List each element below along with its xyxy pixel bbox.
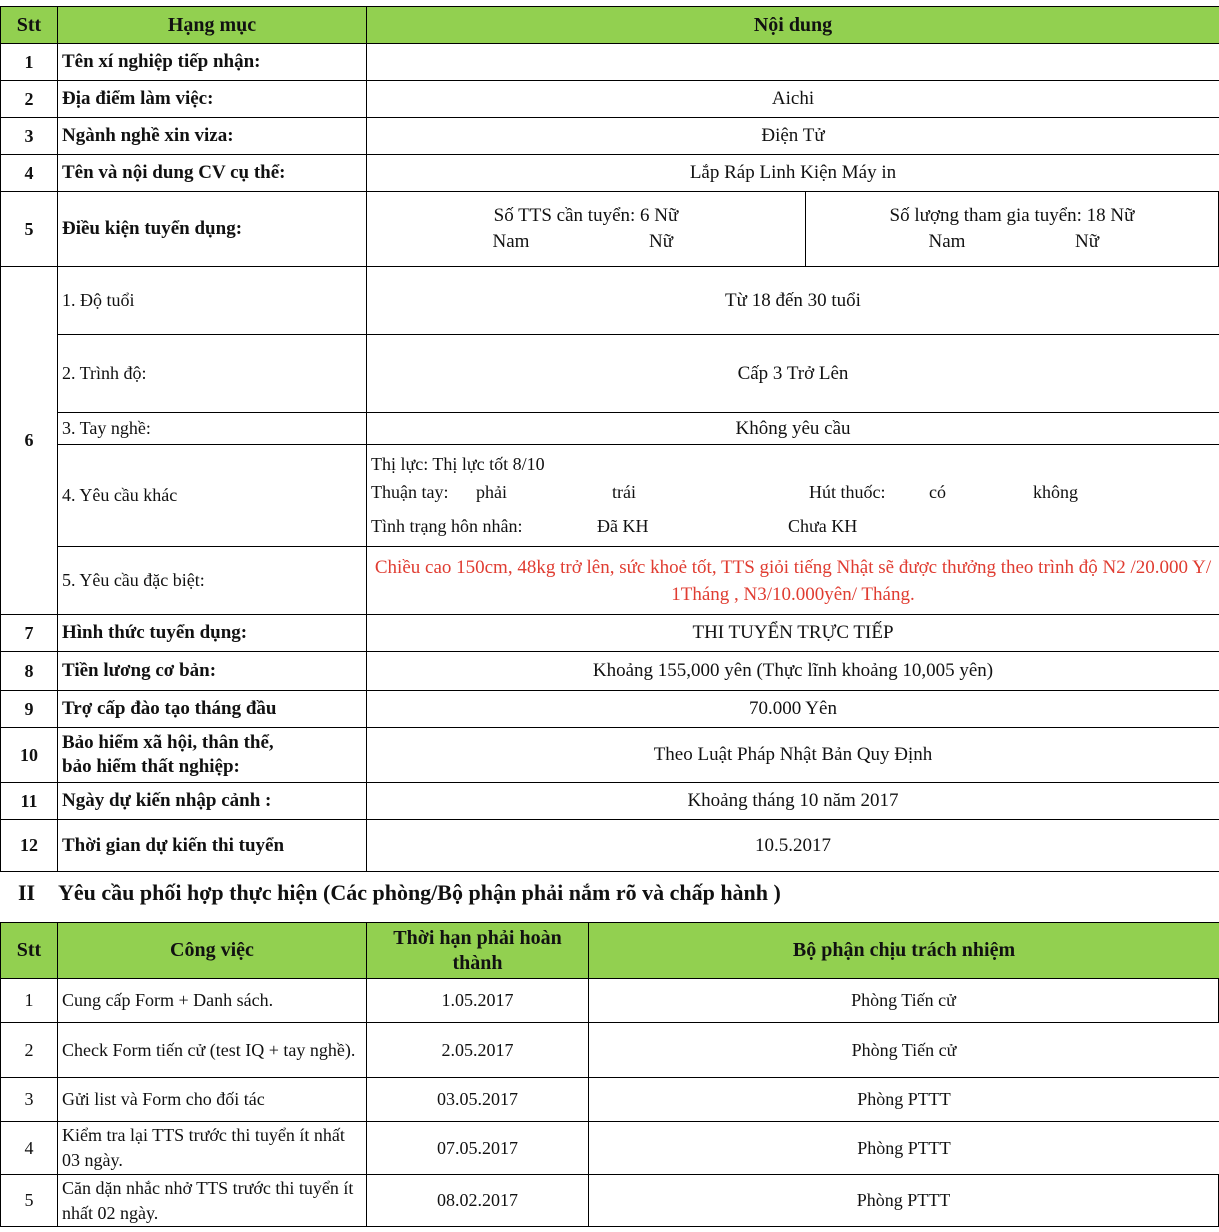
table-row-skill xyxy=(1,413,1219,445)
row-stt: 2 xyxy=(1,1023,58,1078)
age-value: Từ 18 đến 30 tuổi xyxy=(367,267,1219,335)
row-value: 10.5.2017 xyxy=(367,820,1219,872)
row-value: Điện Tử xyxy=(367,118,1219,155)
task-table xyxy=(0,922,1219,1227)
header-content: Nội dung xyxy=(367,7,1219,44)
marital-married: Đã KH xyxy=(597,515,649,536)
row-value: Aichi xyxy=(367,81,1219,118)
row-value: Theo Luật Pháp Nhật Bản Quy Định xyxy=(367,728,1219,783)
insurance-line2: bảo hiểm thất nghiệp: xyxy=(62,756,240,777)
smoking-no: không xyxy=(1033,481,1078,502)
row-item: Điều kiện tuyển dụng: xyxy=(58,192,367,267)
header-deadline: Thời hạn phải hoàn thành xyxy=(367,923,589,979)
table-row xyxy=(1,1175,1219,1227)
row-stt: 8 xyxy=(1,652,58,691)
row-deadline: 2.05.2017 xyxy=(367,1023,589,1078)
table-row-conditions xyxy=(1,192,1219,267)
row-item: Tên và nội dung CV cụ thể: xyxy=(58,155,367,192)
row-deadline: 07.05.2017 xyxy=(367,1122,589,1175)
table-row xyxy=(1,1122,1219,1175)
section-number: II xyxy=(18,880,36,905)
row-task: Kiểm tra lại TTS trước thi tuyển ít nhất 03 ngày. xyxy=(58,1122,367,1175)
handedness-right: phải xyxy=(476,481,507,502)
row-stt: 3 xyxy=(1,1078,58,1122)
recruitment-info-table xyxy=(0,6,1219,872)
row-item: Địa điểm làm việc: xyxy=(58,81,367,118)
row-value: Lắp Ráp Linh Kiện Máy in xyxy=(367,155,1219,192)
handedness-label: Thuận tay: xyxy=(371,481,449,502)
vision-requirement: Thị lực: Thị lực tốt 8/10 xyxy=(371,453,545,474)
row-item: Ngày dự kiến nhập cảnh : xyxy=(58,783,367,820)
row-task: Check Form tiến cử (test IQ + tay nghề). xyxy=(58,1023,367,1078)
row-item: Tên xí nghiệp tiếp nhận: xyxy=(58,44,367,81)
row-value: THI TUYỂN TRỰC TIẾP xyxy=(367,615,1219,652)
table-row xyxy=(1,1023,1219,1078)
marital-single: Chưa KH xyxy=(788,515,858,536)
age-label: 1. Độ tuổi xyxy=(58,267,367,335)
row-stt: 5 xyxy=(1,1175,58,1227)
section-heading: Yêu cầu phối hợp thực hiện (Các phòng/Bộ phận phải nắm rõ và chấp hành ) xyxy=(58,880,781,905)
section-title xyxy=(18,880,781,906)
table-row xyxy=(1,820,1219,872)
row-stt: 2 xyxy=(1,81,58,118)
skill-value: Không yêu cầu xyxy=(367,413,1219,445)
row-owner: Phòng PTTT xyxy=(589,1122,1219,1175)
row-item: Ngành nghề xin viza: xyxy=(58,118,367,155)
row-deadline: 1.05.2017 xyxy=(367,979,589,1023)
education-value: Cấp 3 Trở Lên xyxy=(367,335,1219,413)
table-row-special xyxy=(1,547,1219,615)
row-stt: 11 xyxy=(1,783,58,820)
row-item: Hình thức tuyển dụng: xyxy=(58,615,367,652)
row-stt: 7 xyxy=(1,615,58,652)
header-stt: Stt xyxy=(1,7,58,44)
participants-cell xyxy=(806,192,1219,267)
table-row xyxy=(1,615,1219,652)
row-stt: 3 xyxy=(1,118,58,155)
table-row xyxy=(1,691,1219,728)
row-item: Tiền lương cơ bản: xyxy=(58,652,367,691)
smoking-yes: có xyxy=(929,481,946,502)
skill-label: 3. Tay nghề: xyxy=(58,413,367,445)
header-owner: Bộ phận chịu trách nhiệm xyxy=(589,923,1219,979)
table-row xyxy=(1,979,1219,1023)
row-value xyxy=(367,44,1219,81)
other-label: 4. Yêu cầu khác xyxy=(58,445,367,547)
row-stt: 4 xyxy=(1,1122,58,1175)
row-owner: Phòng PTTT xyxy=(589,1078,1219,1122)
gender-female-label: Nữ xyxy=(1074,231,1100,252)
row-task: Cung cấp Form + Danh sách. xyxy=(58,979,367,1023)
row-stt: 12 xyxy=(1,820,58,872)
row-task: Căn dặn nhắc nhở TTS trước thi tuyển ít nhất 02 ngày. xyxy=(58,1175,367,1227)
row-stt: 9 xyxy=(1,691,58,728)
gender-male-label: Nam xyxy=(928,231,966,252)
header-task: Công việc xyxy=(58,923,367,979)
row-stt: 5 xyxy=(1,192,58,267)
table-row xyxy=(1,728,1219,783)
row-stt: 4 xyxy=(1,155,58,192)
row-owner: Phòng Tiến cử xyxy=(589,1023,1219,1078)
table-header-row xyxy=(1,923,1219,979)
row-deadline: 08.02.2017 xyxy=(367,1175,589,1227)
gender-male-label: Nam xyxy=(492,231,530,252)
row-stt: 1 xyxy=(1,44,58,81)
special-value: Chiều cao 150cm, 48kg trở lên, sức khoẻ tốt, TTS giỏi tiếng Nhật sẽ được thưởng theo trình độ N2 /20.000 Y/ 1Tháng , N3/10.000yên/ Tháng. xyxy=(367,547,1219,615)
row-item: Trợ cấp đào tạo tháng đầu xyxy=(58,691,367,728)
marital-label: Tình trạng hôn nhân: xyxy=(371,515,523,536)
education-label: 2. Trình độ: xyxy=(58,335,367,413)
table-header-row xyxy=(1,7,1219,44)
participants-count: Số lượng tham gia tuyển: 18 Nữ xyxy=(889,205,1135,226)
other-requirements xyxy=(367,445,1219,547)
table-row xyxy=(1,44,1219,81)
table-row xyxy=(1,155,1219,192)
smoking-label: Hút thuốc: xyxy=(809,481,886,502)
row-item: Thời gian dự kiến thi tuyển xyxy=(58,820,367,872)
row-value: Khoảng 155,000 yên (Thực lĩnh khoảng 10,005 yên) xyxy=(367,652,1219,691)
row-item xyxy=(58,728,367,783)
table-row xyxy=(1,1078,1219,1122)
gender-female-label: Nữ xyxy=(648,231,674,252)
row-deadline: 03.05.2017 xyxy=(367,1078,589,1122)
special-label: 5. Yêu cầu đặc biệt: xyxy=(58,547,367,615)
trainees-needed: Số TTS cần tuyển: 6 Nữ xyxy=(493,205,679,226)
header-stt: Stt xyxy=(1,923,58,979)
table-row xyxy=(1,81,1219,118)
trainees-needed-cell xyxy=(367,192,806,267)
table-row-requirements xyxy=(1,267,1219,335)
row-owner: Phòng Tiến cử xyxy=(589,979,1219,1023)
handedness-left: trái xyxy=(612,481,636,502)
table-row xyxy=(1,118,1219,155)
row-stt: 1 xyxy=(1,979,58,1023)
table-row-education xyxy=(1,335,1219,413)
row-stt: 6 xyxy=(1,267,58,615)
table-row-other xyxy=(1,445,1219,547)
table-row xyxy=(1,783,1219,820)
table-row xyxy=(1,652,1219,691)
row-task: Gửi list và Form cho đối tác xyxy=(58,1078,367,1122)
row-stt: 10 xyxy=(1,728,58,783)
header-item: Hạng mục xyxy=(58,7,367,44)
row-owner: Phòng PTTT xyxy=(589,1175,1219,1227)
insurance-line1: Bảo hiểm xã hội, thân thể, xyxy=(62,732,274,753)
row-value: Khoảng tháng 10 năm 2017 xyxy=(367,783,1219,820)
row-value: 70.000 Yên xyxy=(367,691,1219,728)
